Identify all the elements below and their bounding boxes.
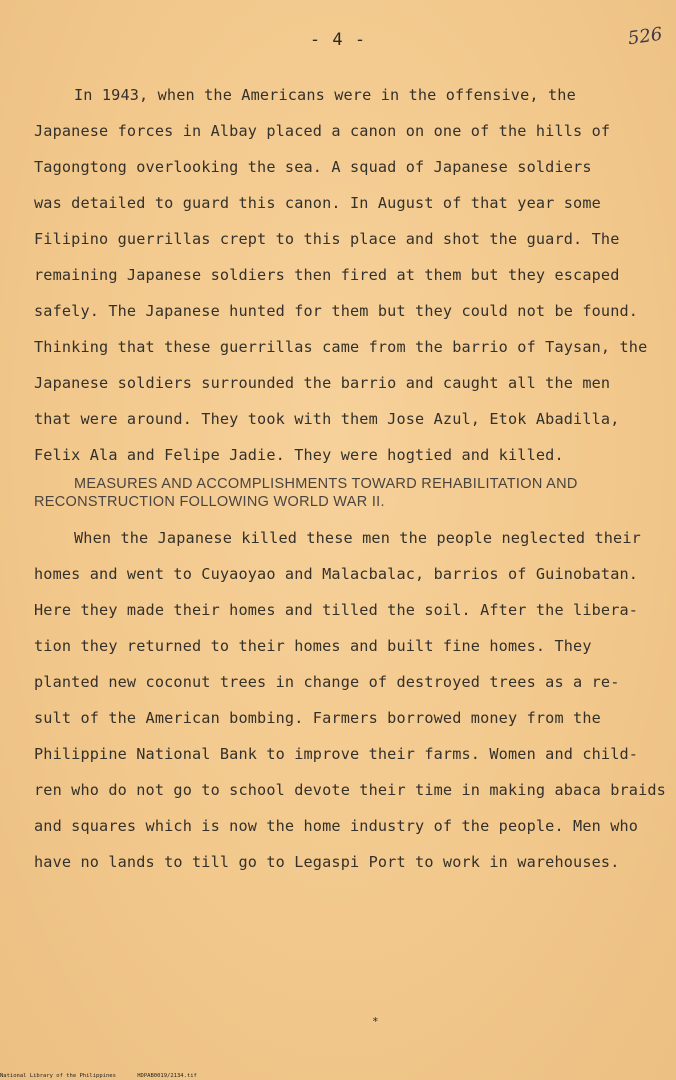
page-number: - 4 - (309, 30, 367, 50)
text-line: Philippine National Bank to improve their farms. Women and child- (34, 745, 639, 763)
paragraph-1 (34, 77, 648, 473)
text-line: Felix Ala and Felipe Jadie. They were hogtied and killed. (34, 446, 564, 464)
footer-library: National Library of the Philippines (0, 1073, 116, 1079)
text-line: safely. The Japanese hunted for them but they could not be found. (34, 302, 639, 320)
handwritten-page-number: 526 (626, 23, 664, 50)
text-line: that were around. They took with them Jose Azul, Etok Abadilla, (34, 410, 620, 428)
text-line: remaining Japanese soldiers then fired at them but they escaped (34, 266, 620, 284)
section-heading (34, 475, 654, 511)
text-line: tion they returned to their homes and built fine homes. They (34, 637, 592, 655)
text-line: have no lands to till go to Legaspi Port to work in warehouses. (34, 853, 620, 871)
scan-footer (0, 1072, 215, 1080)
text-line: planted new coconut trees in change of destroyed trees as a re- (34, 673, 620, 691)
text-line: When the Japanese killed these men the people neglected their (74, 529, 641, 547)
heading-line: MEASURES AND ACCOMPLISHMENTS TOWARD REHABILITATION AND (74, 476, 578, 492)
paragraph-2 (34, 520, 666, 880)
text-line: homes and went to Cuyaoyao and Malacbalac, barrios of Guinobatan. (34, 565, 639, 583)
text-line: sult of the American bombing. Farmers borrowed money from the (34, 709, 601, 727)
text-line: Filipino guerrillas crept to this place and shot the guard. The (34, 230, 620, 248)
text-line: Here they made their homes and tilled the soil. After the libera- (34, 601, 639, 619)
text-line: Japanese soldiers surrounded the barrio and caught all the men (34, 374, 611, 392)
footer-file: HDPAB0019/2134.tif (137, 1073, 197, 1079)
text-line: ren who do not go to school devote their time in making abaca braids (34, 781, 666, 799)
text-line: and squares which is now the home industry of the people. Men who (34, 817, 639, 835)
text-line: was detailed to guard this canon. In August of that year some (34, 194, 601, 212)
ink-mark: * (372, 1015, 379, 1028)
text-line: Japanese forces in Albay placed a canon on one of the hills of (34, 122, 611, 140)
text-line: Thinking that these guerrillas came from the barrio of Taysan, the (34, 338, 648, 356)
text-line: Tagongtong overlooking the sea. A squad of Japanese soldiers (34, 158, 592, 176)
heading-line: RECONSTRUCTION FOLLOWING WORLD WAR II. (34, 494, 385, 510)
text-line: In 1943, when the Americans were in the offensive, the (74, 86, 576, 104)
